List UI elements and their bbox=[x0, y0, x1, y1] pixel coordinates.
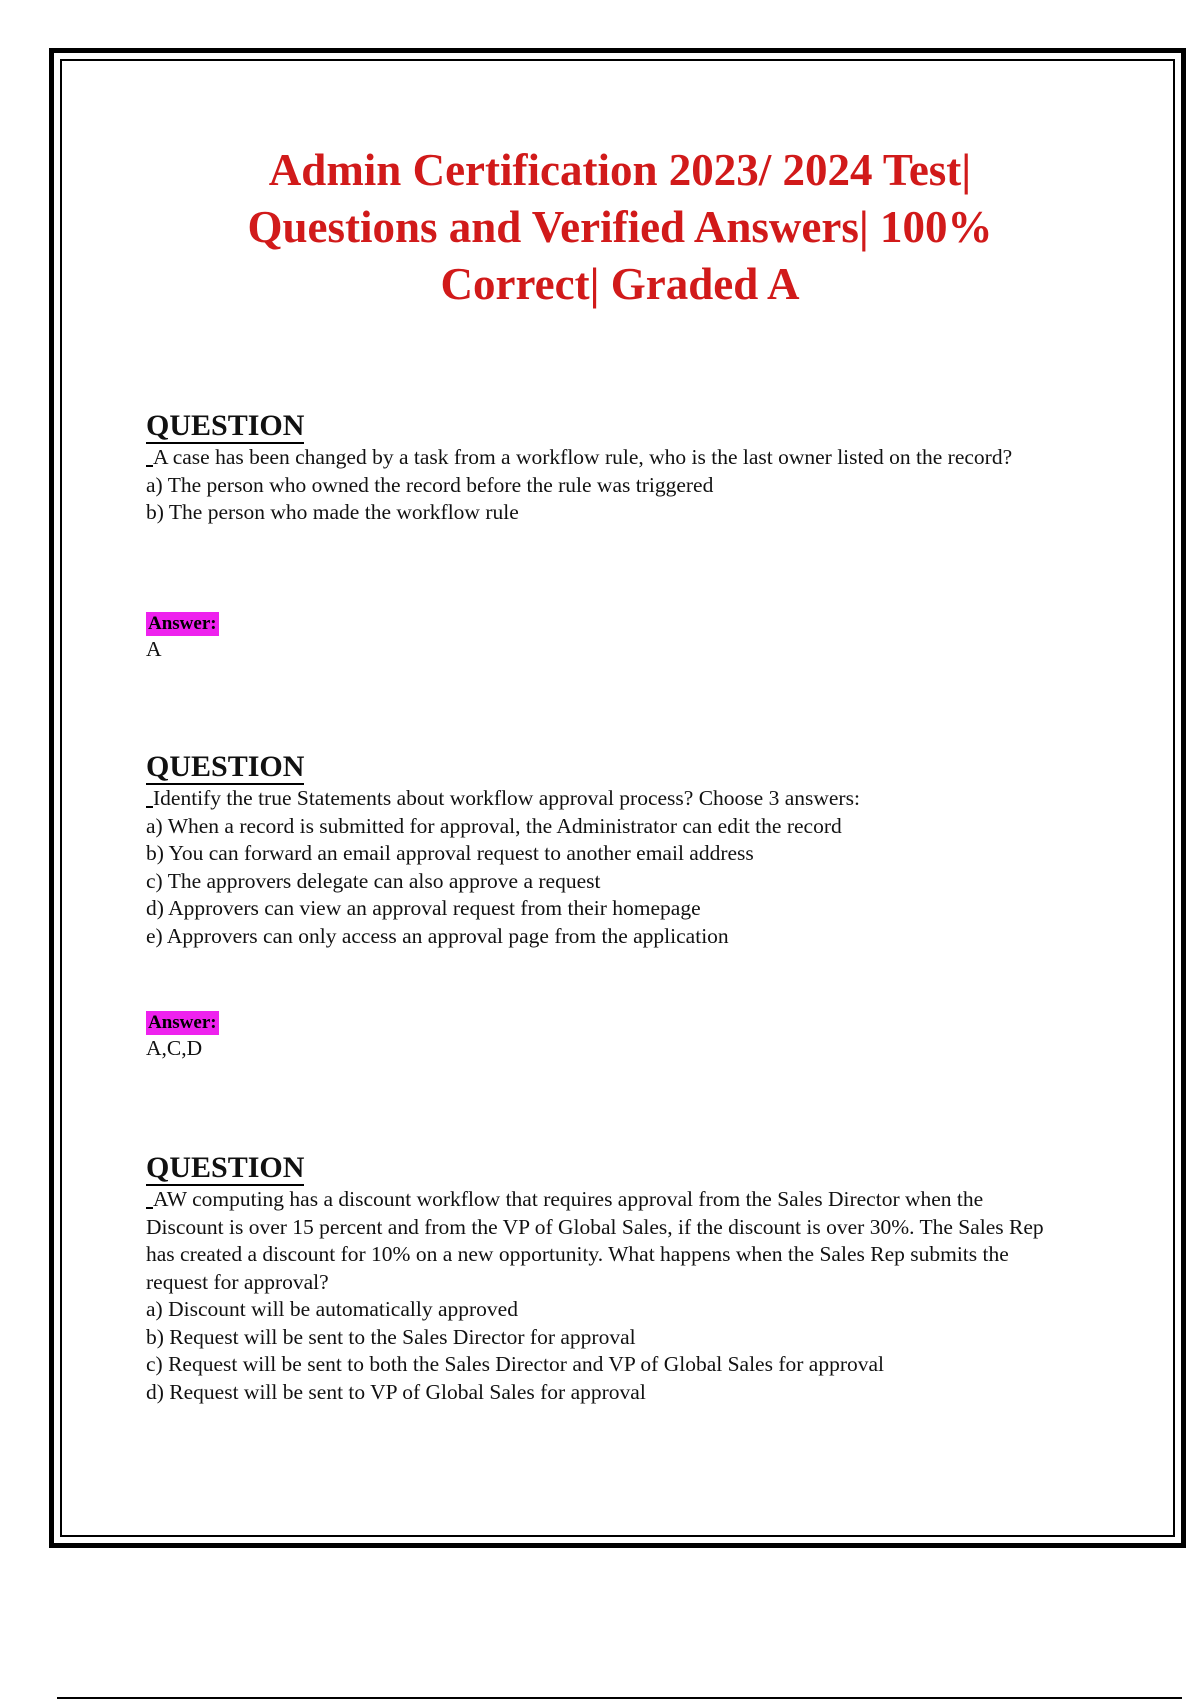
question-text-content: Identify the true Statements about workflow approval process? Choose 3 answers: bbox=[153, 786, 860, 810]
question-text bbox=[146, 1186, 1066, 1296]
question-text-content: AW computing has a discount workflow that requires approval from the Sales Director when the Discount is over 15 percent and from the VP of Global Sales, if the discount is over 30%. The Sales Rep has created a discount for 10% on a new opportunity. What happens when the Sales Rep submits the request for approval? bbox=[146, 1187, 1044, 1294]
answer-value: A bbox=[146, 637, 162, 661]
answer-block-1 bbox=[146, 612, 219, 663]
lead-marker bbox=[146, 465, 153, 467]
answer-option: c) Request will be sent to both the Sales Director and VP of Global Sales for approval bbox=[146, 1352, 885, 1376]
question-1 bbox=[146, 410, 1066, 527]
question-3 bbox=[146, 1152, 1066, 1406]
lead-marker bbox=[146, 806, 153, 808]
answer-option: b) You can forward an email approval request to another email address bbox=[146, 841, 754, 865]
answer-option: d) Request will be sent to VP of Global Sales for approval bbox=[146, 1379, 646, 1404]
question-2 bbox=[146, 751, 1066, 950]
question-heading: QUESTION bbox=[146, 1151, 305, 1184]
answer-label: Answer: bbox=[148, 1012, 217, 1033]
question-text bbox=[146, 785, 1066, 813]
page-divider bbox=[57, 1697, 1182, 1699]
document-title: Admin Certification 2023/ 2024 Test| Questions and Verified Answers| 100% Correct| Graded A bbox=[247, 145, 993, 309]
question-text-content: A case has been changed by a task from a workflow rule, who is the last owner listed on the record? bbox=[153, 445, 1013, 469]
answer-option: a) When a record is submitted for approval, the Administrator can edit the record bbox=[146, 813, 842, 838]
answer-block-2 bbox=[146, 1011, 219, 1062]
answer-option: d) Approvers can view an approval request from their homepage bbox=[146, 896, 701, 920]
question-text bbox=[146, 444, 1066, 472]
question-heading: QUESTION bbox=[146, 750, 305, 783]
answer-option: e) Approvers can only access an approval page from the application bbox=[146, 923, 729, 948]
answer-value: A,C,D bbox=[146, 1036, 203, 1060]
answer-option: c) The approvers delegate can also approve a request bbox=[146, 868, 601, 893]
answer-option: b) Request will be sent to the Sales Director for approval bbox=[146, 1324, 636, 1349]
answer-option: a) The person who owned the record before the rule was triggered bbox=[146, 472, 714, 497]
answer-option: b) The person who made the workflow rule bbox=[146, 500, 519, 524]
answer-option: a) Discount will be automatically approved bbox=[146, 1297, 518, 1321]
answer-label: Answer: bbox=[148, 613, 217, 634]
lead-marker bbox=[146, 1207, 153, 1209]
question-heading: QUESTION bbox=[146, 409, 305, 442]
